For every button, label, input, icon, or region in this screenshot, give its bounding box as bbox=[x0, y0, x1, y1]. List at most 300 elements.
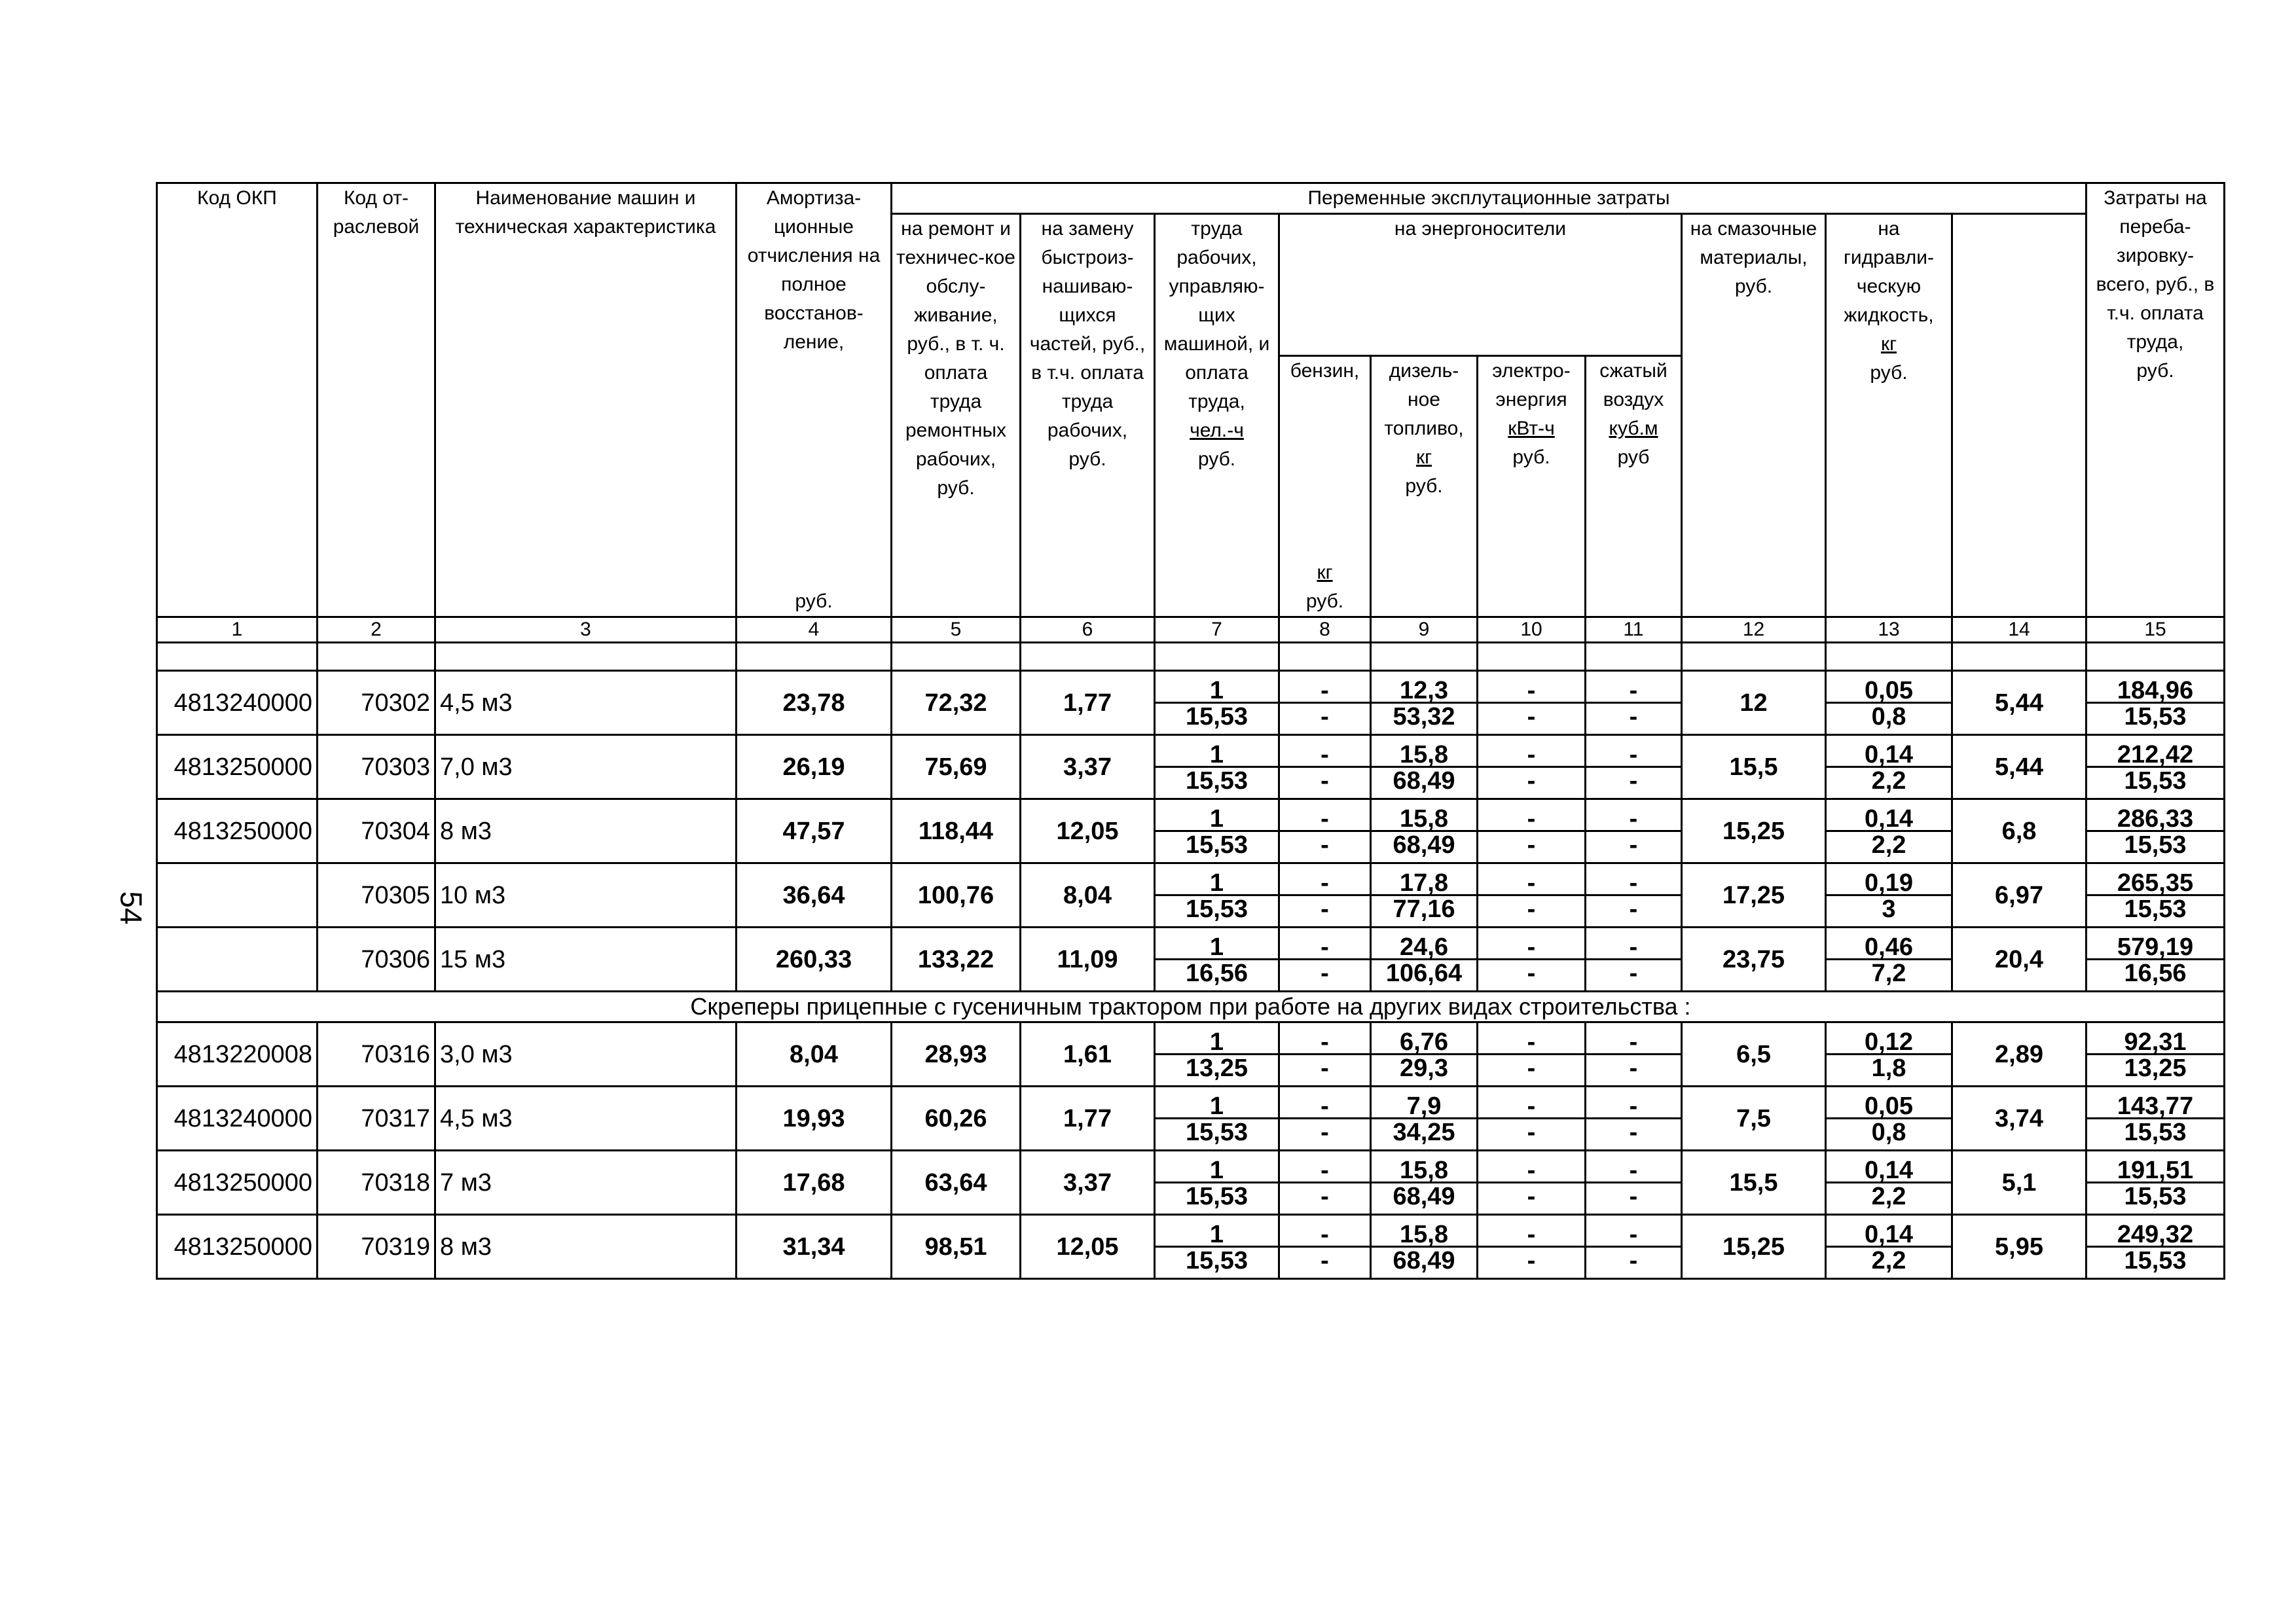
relocation-value: 5,95 bbox=[1952, 1215, 2086, 1279]
header-repair-unit: руб. bbox=[937, 477, 975, 499]
hydraulic-value-bottom: 2,2 bbox=[1827, 1182, 1951, 1214]
hydraulic-value-bottom: 1,8 bbox=[1827, 1053, 1951, 1085]
estimate-value bbox=[2086, 1022, 2225, 1087]
hydraulic-value-top: 0,05 bbox=[1865, 1092, 1913, 1120]
column-number: 13 bbox=[1826, 617, 1952, 643]
hydraulic-value-top: 0,14 bbox=[1865, 805, 1913, 833]
hydraulic-value bbox=[1826, 1215, 1952, 1279]
compressed-air-value-bottom: - bbox=[1586, 702, 1681, 734]
header-labor-text: труда рабочих, управляю-щих машиной, и оплата труда, bbox=[1163, 218, 1270, 412]
petrol-value-bottom: - bbox=[1280, 830, 1370, 862]
labor-value bbox=[1155, 1151, 1279, 1215]
compressed-air-value-bottom: - bbox=[1586, 894, 1681, 926]
labor-value-top: 1 bbox=[1209, 1028, 1224, 1056]
repair-value: 118,44 bbox=[892, 799, 1021, 863]
petrol-value-top: - bbox=[1321, 1157, 1329, 1184]
diesel-value-top: 15,8 bbox=[1400, 805, 1448, 833]
hydraulic-value-bottom: 3 bbox=[1827, 894, 1951, 926]
okp-code: 4813220008 bbox=[157, 1022, 318, 1087]
machine-cost-table bbox=[156, 182, 2225, 1280]
header-petrol bbox=[1279, 356, 1371, 617]
header-compressed-air-unit-bottom: руб bbox=[1617, 446, 1650, 468]
amortization-value: 26,19 bbox=[737, 735, 892, 799]
repair-value: 75,69 bbox=[892, 735, 1021, 799]
petrol-value-bottom: - bbox=[1280, 702, 1370, 734]
diesel-value bbox=[1371, 799, 1478, 863]
diesel-value-bottom: 29,3 bbox=[1372, 1053, 1476, 1085]
amortization-value: 8,04 bbox=[737, 1022, 892, 1087]
estimate-value-bottom: 15,53 bbox=[2087, 1182, 2223, 1214]
table-row bbox=[157, 1215, 2225, 1279]
parts-value: 11,09 bbox=[1021, 928, 1155, 992]
parts-value: 1,61 bbox=[1021, 1022, 1155, 1087]
column-number: 6 bbox=[1021, 617, 1155, 643]
header-electricity-unit-bottom: руб. bbox=[1512, 446, 1550, 468]
labor-value-bottom: 16,56 bbox=[1156, 958, 1278, 990]
lubricants-value: 15,25 bbox=[1682, 799, 1826, 863]
diesel-value-bottom: 106,64 bbox=[1372, 958, 1476, 990]
repair-value: 63,64 bbox=[892, 1151, 1021, 1215]
amortization-value: 31,34 bbox=[737, 1215, 892, 1279]
electricity-value bbox=[1478, 735, 1586, 799]
header-repair-text: на ремонт и техничес-кое обслу-живание, руб., в т. ч. оплата труда ремонтных рабочих, bbox=[896, 218, 1015, 470]
header-lubricants-unit: руб. bbox=[1734, 276, 1773, 297]
compressed-air-value-top: - bbox=[1629, 1157, 1638, 1184]
repair-value: 100,76 bbox=[892, 863, 1021, 928]
lubricants-value: 7,5 bbox=[1682, 1087, 1826, 1151]
header-diesel-unit-bottom: руб. bbox=[1405, 475, 1443, 497]
table-row bbox=[157, 1151, 2225, 1215]
hydraulic-value-top: 0,19 bbox=[1865, 869, 1913, 897]
diesel-value-top: 7,9 bbox=[1406, 1092, 1442, 1120]
electricity-value-bottom: - bbox=[1478, 830, 1584, 862]
lubricants-value: 23,75 bbox=[1682, 928, 1826, 992]
labor-value bbox=[1155, 928, 1279, 992]
rows-group-a bbox=[157, 671, 2225, 992]
labor-value bbox=[1155, 1022, 1279, 1087]
table-row bbox=[157, 799, 2225, 863]
petrol-value-top: - bbox=[1321, 741, 1329, 768]
diesel-value bbox=[1371, 735, 1478, 799]
petrol-value bbox=[1279, 671, 1371, 735]
lubricants-value: 6,5 bbox=[1682, 1022, 1826, 1087]
labor-value-bottom: 15,53 bbox=[1156, 894, 1278, 926]
electricity-value-top: - bbox=[1527, 1028, 1536, 1056]
rows-group-b bbox=[157, 1022, 2225, 1279]
hydraulic-value-bottom: 0,8 bbox=[1827, 1117, 1951, 1149]
electricity-value bbox=[1478, 928, 1586, 992]
lubricants-value: 17,25 bbox=[1682, 863, 1826, 928]
header-petrol-unit-bottom: руб. bbox=[1305, 590, 1344, 612]
diesel-value-bottom: 34,25 bbox=[1372, 1117, 1476, 1149]
page-number: 54 bbox=[114, 891, 149, 925]
header-labor-unit-top: чел.-ч bbox=[1190, 420, 1244, 441]
compressed-air-value-top: - bbox=[1629, 677, 1638, 704]
okp-code: 4813250000 bbox=[157, 735, 318, 799]
estimate-value bbox=[2086, 735, 2225, 799]
petrol-value bbox=[1279, 928, 1371, 992]
column-number: 7 bbox=[1155, 617, 1279, 643]
electricity-value bbox=[1478, 1022, 1586, 1087]
header-lubricants-text: на смазочные материалы, bbox=[1690, 218, 1817, 268]
compressed-air-value-top: - bbox=[1629, 805, 1638, 833]
petrol-value bbox=[1279, 1022, 1371, 1087]
compressed-air-value-top: - bbox=[1629, 1092, 1638, 1120]
machine-name: 3,0 м3 bbox=[435, 1022, 737, 1087]
compressed-air-value bbox=[1586, 671, 1682, 735]
hydraulic-value-bottom: 0,8 bbox=[1827, 702, 1951, 734]
header-electricity-text: электро-энергия bbox=[1492, 360, 1571, 410]
relocation-value: 2,89 bbox=[1952, 1022, 2086, 1087]
electricity-value bbox=[1478, 1151, 1586, 1215]
estimate-value-top: 249,32 bbox=[2117, 1221, 2194, 1248]
estimate-value-top: 191,51 bbox=[2117, 1157, 2194, 1184]
labor-value-top: 1 bbox=[1209, 1092, 1224, 1120]
header-okp: Код ОКП bbox=[157, 183, 318, 617]
machine-name: 8 м3 bbox=[435, 1215, 737, 1279]
parts-value: 3,37 bbox=[1021, 1151, 1155, 1215]
hydraulic-value bbox=[1826, 735, 1952, 799]
estimate-value bbox=[2086, 671, 2225, 735]
electricity-value-top: - bbox=[1527, 869, 1536, 897]
header-repair bbox=[892, 214, 1021, 617]
header-variable-costs: Переменные эксплутационные затраты bbox=[892, 183, 2086, 214]
petrol-value-bottom: - bbox=[1280, 894, 1370, 926]
petrol-value-bottom: - bbox=[1280, 1246, 1370, 1278]
column-number: 9 bbox=[1371, 617, 1478, 643]
column-number: 3 bbox=[435, 617, 737, 643]
electricity-value bbox=[1478, 671, 1586, 735]
estimate-value-bottom: 15,53 bbox=[2087, 702, 2223, 734]
relocation-value: 6,8 bbox=[1952, 799, 2086, 863]
labor-value-top: 1 bbox=[1209, 1221, 1224, 1248]
labor-value bbox=[1155, 1087, 1279, 1151]
electricity-value bbox=[1478, 863, 1586, 928]
compressed-air-value-top: - bbox=[1629, 741, 1638, 768]
diesel-value bbox=[1371, 863, 1478, 928]
header-amortization-unit: руб. bbox=[795, 590, 833, 612]
petrol-value bbox=[1279, 1151, 1371, 1215]
compressed-air-value bbox=[1586, 1022, 1682, 1087]
estimate-value-bottom: 15,53 bbox=[2087, 1117, 2223, 1149]
estimate-value-bottom: 13,25 bbox=[2087, 1053, 2223, 1085]
hydraulic-value bbox=[1826, 1022, 1952, 1087]
labor-value-bottom: 13,25 bbox=[1156, 1053, 1278, 1085]
hydraulic-value-top: 0,05 bbox=[1865, 677, 1913, 704]
header-energy: на энергоносители bbox=[1279, 214, 1682, 356]
electricity-value-bottom: - bbox=[1478, 1246, 1584, 1278]
machine-name: 4,5 м3 bbox=[435, 671, 737, 735]
amortization-value: 36,64 bbox=[737, 863, 892, 928]
labor-value-bottom: 15,53 bbox=[1156, 766, 1278, 798]
labor-value bbox=[1155, 1215, 1279, 1279]
estimate-value bbox=[2086, 863, 2225, 928]
header-compressed-air bbox=[1586, 356, 1682, 617]
estimate-value-bottom: 15,53 bbox=[2087, 1246, 2223, 1278]
header-electricity bbox=[1478, 356, 1586, 617]
lubricants-value: 15,25 bbox=[1682, 1215, 1826, 1279]
compressed-air-value-top: - bbox=[1629, 1221, 1638, 1248]
repair-value: 133,22 bbox=[892, 928, 1021, 992]
labor-value bbox=[1155, 671, 1279, 735]
relocation-value: 5,44 bbox=[1952, 735, 2086, 799]
column-number-row bbox=[157, 617, 2225, 643]
petrol-value-top: - bbox=[1321, 869, 1329, 897]
header-amortization-text: Амортиза-ционные отчисления на полное восстанов-ление, bbox=[747, 187, 881, 353]
repair-value: 72,32 bbox=[892, 671, 1021, 735]
header-hydraulic-text: на гидравли-ческую жидкость, bbox=[1843, 218, 1935, 326]
hydraulic-value-bottom: 2,2 bbox=[1827, 766, 1951, 798]
estimate-value-top: 579,19 bbox=[2117, 933, 2194, 961]
parts-value: 1,77 bbox=[1021, 1087, 1155, 1151]
labor-value-bottom: 15,53 bbox=[1156, 1117, 1278, 1149]
diesel-value bbox=[1371, 928, 1478, 992]
hydraulic-value bbox=[1826, 1087, 1952, 1151]
labor-value-bottom: 15,53 bbox=[1156, 1246, 1278, 1278]
estimate-value-bottom: 15,53 bbox=[2087, 894, 2223, 926]
parts-value: 12,05 bbox=[1021, 1215, 1155, 1279]
diesel-value-top: 15,8 bbox=[1400, 1221, 1448, 1248]
petrol-value-top: - bbox=[1321, 805, 1329, 833]
header-compressed-air-text: сжатый воздух bbox=[1599, 360, 1667, 410]
header-parts bbox=[1021, 214, 1155, 617]
estimate-value-top: 184,96 bbox=[2117, 677, 2194, 704]
petrol-value-bottom: - bbox=[1280, 958, 1370, 990]
machine-name: 10 м3 bbox=[435, 863, 737, 928]
compressed-air-value bbox=[1586, 1151, 1682, 1215]
okp-code: 4813240000 bbox=[157, 671, 318, 735]
header-labor bbox=[1155, 214, 1279, 617]
branch-code: 70304 bbox=[318, 799, 435, 863]
branch-code: 70319 bbox=[318, 1215, 435, 1279]
estimate-value-top: 265,35 bbox=[2117, 869, 2194, 897]
header-petrol-unit-top: кг bbox=[1317, 562, 1333, 583]
electricity-value-top: - bbox=[1527, 933, 1536, 961]
column-number: 5 bbox=[892, 617, 1021, 643]
diesel-value-top: 24,6 bbox=[1400, 933, 1448, 961]
header-amortization bbox=[737, 183, 892, 617]
petrol-value-bottom: - bbox=[1280, 1182, 1370, 1214]
column-number: 10 bbox=[1478, 617, 1586, 643]
header-petrol-text: бензин, bbox=[1290, 360, 1360, 382]
relocation-value: 5,44 bbox=[1952, 671, 2086, 735]
compressed-air-value-bottom: - bbox=[1586, 830, 1681, 862]
electricity-value-bottom: - bbox=[1478, 702, 1584, 734]
okp-code bbox=[157, 863, 318, 928]
branch-code: 70316 bbox=[318, 1022, 435, 1087]
machine-name: 7 м3 bbox=[435, 1151, 737, 1215]
branch-code: 70303 bbox=[318, 735, 435, 799]
amortization-value: 19,93 bbox=[737, 1087, 892, 1151]
diesel-value-top: 12,3 bbox=[1400, 677, 1448, 704]
electricity-value bbox=[1478, 1215, 1586, 1279]
okp-code: 4813250000 bbox=[157, 799, 318, 863]
labor-value-bottom: 15,53 bbox=[1156, 702, 1278, 734]
petrol-value bbox=[1279, 735, 1371, 799]
amortization-value: 260,33 bbox=[737, 928, 892, 992]
parts-value: 8,04 bbox=[1021, 863, 1155, 928]
okp-code: 4813250000 bbox=[157, 1215, 318, 1279]
petrol-value bbox=[1279, 1215, 1371, 1279]
header-branch-code: Код от-раслевой bbox=[318, 183, 435, 617]
diesel-value bbox=[1371, 671, 1478, 735]
table-row bbox=[157, 735, 2225, 799]
compressed-air-value-top: - bbox=[1629, 1028, 1638, 1056]
compressed-air-value-bottom: - bbox=[1586, 1117, 1681, 1149]
hydraulic-value bbox=[1826, 863, 1952, 928]
okp-code: 4813240000 bbox=[157, 1087, 318, 1151]
diesel-value-bottom: 68,49 bbox=[1372, 1182, 1476, 1214]
diesel-value-bottom: 68,49 bbox=[1372, 1246, 1476, 1278]
petrol-value-top: - bbox=[1321, 677, 1329, 704]
header-hydraulic bbox=[1826, 214, 1952, 617]
diesel-value-top: 15,8 bbox=[1400, 741, 1448, 768]
labor-value-bottom: 15,53 bbox=[1156, 830, 1278, 862]
electricity-value-bottom: - bbox=[1478, 1117, 1584, 1149]
labor-value-top: 1 bbox=[1209, 805, 1224, 833]
column-number: 1 bbox=[157, 617, 318, 643]
header-diesel bbox=[1371, 356, 1478, 617]
estimate-value-bottom: 15,53 bbox=[2087, 830, 2223, 862]
table-row bbox=[157, 1022, 2225, 1087]
machine-name: 15 м3 bbox=[435, 928, 737, 992]
electricity-value-top: - bbox=[1527, 1221, 1536, 1248]
diesel-value-top: 6,76 bbox=[1400, 1028, 1448, 1056]
petrol-value-bottom: - bbox=[1280, 1053, 1370, 1085]
table-row bbox=[157, 863, 2225, 928]
repair-value: 98,51 bbox=[892, 1215, 1021, 1279]
electricity-value-bottom: - bbox=[1478, 958, 1584, 990]
electricity-value-bottom: - bbox=[1478, 1053, 1584, 1085]
labor-value-top: 1 bbox=[1209, 933, 1224, 961]
okp-code: 4813250000 bbox=[157, 1151, 318, 1215]
machine-name: 7,0 м3 bbox=[435, 735, 737, 799]
diesel-value bbox=[1371, 1215, 1478, 1279]
labor-value-top: 1 bbox=[1209, 1157, 1224, 1184]
column-number: 14 bbox=[1952, 617, 2086, 643]
labor-value bbox=[1155, 863, 1279, 928]
estimate-value bbox=[2086, 1151, 2225, 1215]
header-relocation-text: Затраты на переба-зировку-всего, руб., в т.ч. оплата труда, bbox=[2096, 187, 2215, 353]
header-diesel-text: дизель-ное топливо, bbox=[1384, 360, 1464, 439]
compressed-air-value-bottom: - bbox=[1586, 1053, 1681, 1085]
compressed-air-value bbox=[1586, 735, 1682, 799]
branch-code: 70302 bbox=[318, 671, 435, 735]
parts-value: 3,37 bbox=[1021, 735, 1155, 799]
column-number: 11 bbox=[1586, 617, 1682, 643]
electricity-value-bottom: - bbox=[1478, 1182, 1584, 1214]
amortization-value: 17,68 bbox=[737, 1151, 892, 1215]
table-row bbox=[157, 671, 2225, 735]
branch-code: 70317 bbox=[318, 1087, 435, 1151]
electricity-value-top: - bbox=[1527, 1092, 1536, 1120]
compressed-air-value bbox=[1586, 799, 1682, 863]
petrol-value bbox=[1279, 799, 1371, 863]
lubricants-value: 12 bbox=[1682, 671, 1826, 735]
compressed-air-value-bottom: - bbox=[1586, 766, 1681, 798]
compressed-air-value bbox=[1586, 863, 1682, 928]
compressed-air-value-top: - bbox=[1629, 869, 1638, 897]
petrol-value-top: - bbox=[1321, 1092, 1329, 1120]
machine-name: 4,5 м3 bbox=[435, 1087, 737, 1151]
branch-code: 70318 bbox=[318, 1151, 435, 1215]
estimate-value bbox=[2086, 799, 2225, 863]
hydraulic-value bbox=[1826, 1151, 1952, 1215]
labor-value-top: 1 bbox=[1209, 869, 1224, 897]
column-number: 8 bbox=[1279, 617, 1371, 643]
column-number: 4 bbox=[737, 617, 892, 643]
lubricants-value: 15,5 bbox=[1682, 1151, 1826, 1215]
hydraulic-value-bottom: 2,2 bbox=[1827, 1246, 1951, 1278]
petrol-value bbox=[1279, 1087, 1371, 1151]
amortization-value: 47,57 bbox=[737, 799, 892, 863]
header-hydraulic-unit-top: кг bbox=[1880, 333, 1897, 355]
hydraulic-value-top: 0,14 bbox=[1865, 1157, 1913, 1184]
spacer-row bbox=[157, 643, 2225, 671]
header-electricity-unit-top: кВт-ч bbox=[1508, 418, 1555, 439]
parts-value: 1,77 bbox=[1021, 671, 1155, 735]
table-row bbox=[157, 1087, 2225, 1151]
header-diesel-unit-top: кг bbox=[1415, 446, 1432, 468]
hydraulic-value-top: 0,12 bbox=[1865, 1028, 1913, 1056]
diesel-value-bottom: 77,16 bbox=[1372, 894, 1476, 926]
compressed-air-value-bottom: - bbox=[1586, 1246, 1681, 1278]
header-relocation bbox=[2086, 183, 2225, 617]
okp-code bbox=[157, 928, 318, 992]
estimate-value-top: 286,33 bbox=[2117, 805, 2194, 833]
labor-value-bottom: 15,53 bbox=[1156, 1182, 1278, 1214]
estimate-value-bottom: 16,56 bbox=[2087, 958, 2223, 990]
labor-value bbox=[1155, 799, 1279, 863]
hydraulic-value bbox=[1826, 671, 1952, 735]
hydraulic-value bbox=[1826, 799, 1952, 863]
header-parts-unit: руб. bbox=[1068, 448, 1106, 470]
hydraulic-value-top: 0,46 bbox=[1865, 933, 1913, 961]
lubricants-value: 15,5 bbox=[1682, 735, 1826, 799]
relocation-value: 20,4 bbox=[1952, 928, 2086, 992]
electricity-value-top: - bbox=[1527, 677, 1536, 704]
header-parts-text: на замену быстроиз-нашиваю-щихся частей, руб., в т.ч. оплата труда рабочих, bbox=[1029, 218, 1146, 441]
relocation-value: 6,97 bbox=[1952, 863, 2086, 928]
petrol-value-top: - bbox=[1321, 1221, 1329, 1248]
estimate-value-top: 143,77 bbox=[2117, 1092, 2194, 1120]
electricity-value bbox=[1478, 1087, 1586, 1151]
table-row bbox=[157, 928, 2225, 992]
header-labor-unit-bottom: руб. bbox=[1197, 448, 1236, 470]
relocation-value: 5,1 bbox=[1952, 1151, 2086, 1215]
electricity-value bbox=[1478, 799, 1586, 863]
compressed-air-value-top: - bbox=[1629, 933, 1638, 961]
diesel-value bbox=[1371, 1151, 1478, 1215]
electricity-value-bottom: - bbox=[1478, 894, 1584, 926]
column-number: 12 bbox=[1682, 617, 1826, 643]
estimate-value-bottom: 15,53 bbox=[2087, 766, 2223, 798]
branch-code: 70305 bbox=[318, 863, 435, 928]
compressed-air-value bbox=[1586, 1215, 1682, 1279]
section-title: Скреперы прицепные с гусеничным трактором при работе на других видах строительства : bbox=[157, 992, 2225, 1022]
hydraulic-value bbox=[1826, 928, 1952, 992]
diesel-value-bottom: 68,49 bbox=[1372, 830, 1476, 862]
compressed-air-value bbox=[1586, 1087, 1682, 1151]
petrol-value-bottom: - bbox=[1280, 766, 1370, 798]
labor-value bbox=[1155, 735, 1279, 799]
parts-value: 12,05 bbox=[1021, 799, 1155, 863]
header-compressed-air-unit-top: куб.м bbox=[1609, 418, 1658, 439]
diesel-value-top: 15,8 bbox=[1400, 1157, 1448, 1184]
header-name: Наименование машин и техническая характеристика bbox=[435, 183, 737, 617]
estimate-value bbox=[2086, 1087, 2225, 1151]
compressed-air-value-bottom: - bbox=[1586, 958, 1681, 990]
